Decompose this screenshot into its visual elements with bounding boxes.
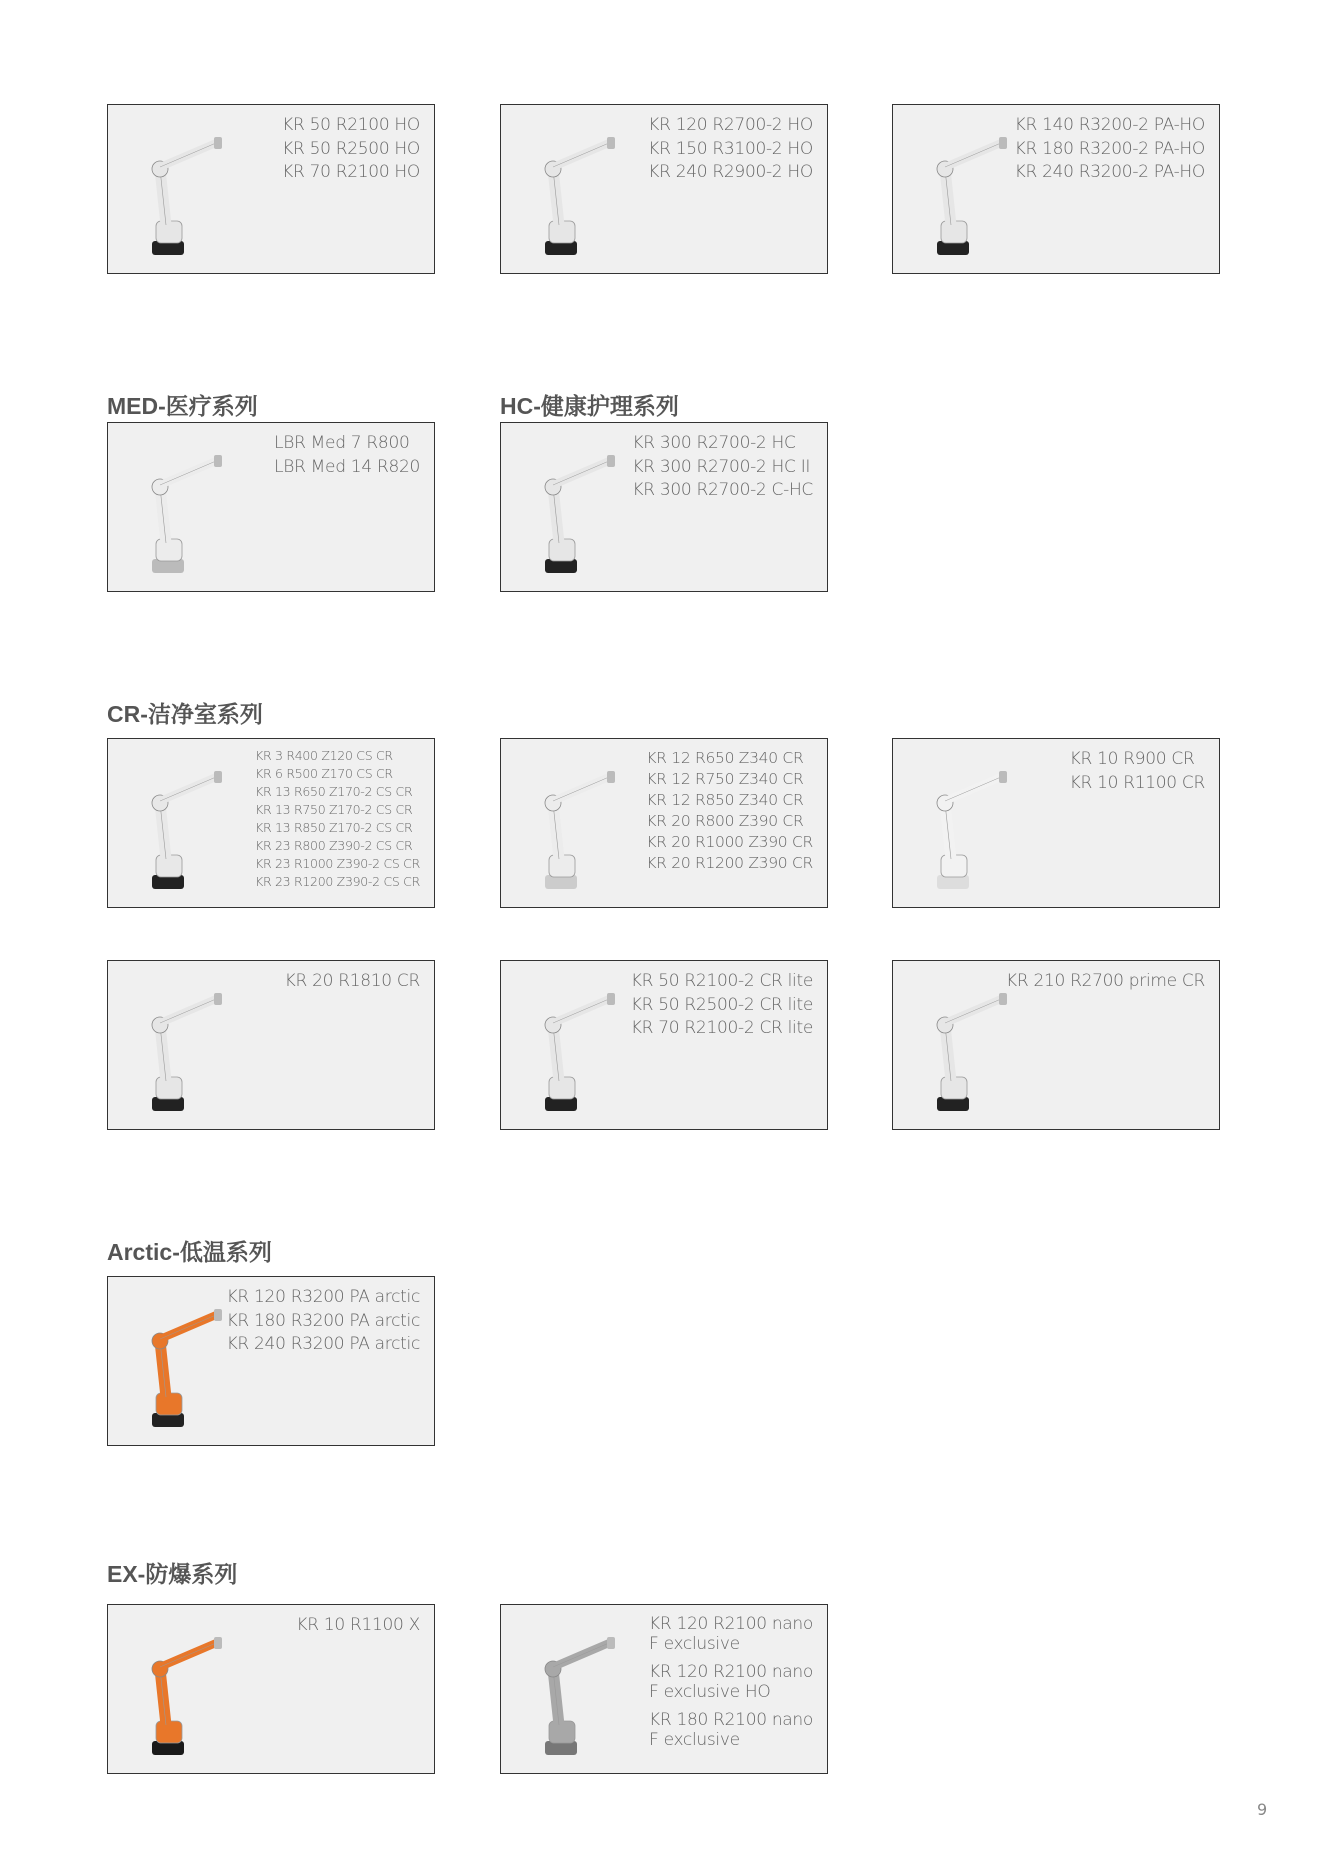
model-name: KR 12 R850 Z340 CR [646, 791, 804, 809]
product-card-kr-nano-f-exclusive [500, 1604, 828, 1774]
product-card-kr10-x [107, 1604, 435, 1774]
product-card-scara-cr [500, 738, 828, 908]
model-name: KR 20 R1000 Z390 CR [646, 833, 813, 851]
model-list [282, 114, 420, 185]
model-name: F exclusive HO [649, 1682, 771, 1702]
model-name: LBR Med 14 R820 [274, 456, 420, 477]
model-list [631, 970, 813, 1041]
product-card-lbr-med [107, 422, 435, 592]
model-name: KR 300 R2700-2 HC [632, 433, 796, 453]
model-name: KR 120 R2700-2 HO [648, 115, 813, 135]
robot-arm-image [130, 1301, 240, 1431]
robot-arm-image [130, 985, 240, 1115]
section-title-arctic: Arctic-低温系列 [107, 1239, 272, 1265]
model-list [227, 1286, 420, 1357]
model-list [255, 747, 420, 891]
product-card-kr50-cr-lite [500, 960, 828, 1130]
model-name: LBR Med 7 R800 [274, 433, 410, 453]
robot-arm-image [523, 129, 633, 259]
model-list [648, 114, 813, 185]
model-name: KR 23 R1000 Z390-2 CS CR [255, 856, 420, 871]
model-name: F exclusive [649, 1634, 740, 1654]
model-name: KR 20 R1200 Z390 CR [646, 854, 813, 872]
model-list [1070, 748, 1205, 795]
robot-arm-image [915, 763, 1025, 893]
model-name: KR 23 R1200 Z390-2 CS CR [255, 874, 420, 889]
product-card-kr300-hc [500, 422, 828, 592]
model-list [1006, 970, 1205, 994]
model-name: KR 70 R2100-2 CR lite [630, 1018, 813, 1038]
robot-arm-image [130, 1629, 240, 1759]
robot-arm-image [915, 985, 1025, 1115]
model-name: KR 300 R2700-2 C-HC [632, 480, 813, 500]
product-card-kr120-ho [500, 104, 828, 274]
model-name: KR 50 R2100-2 CR lite [630, 971, 813, 991]
model-list [274, 432, 420, 479]
section-title-hc: HC-健康护理系列 [500, 393, 679, 419]
model-name: KR 140 R3200-2 PA-HO [1014, 115, 1205, 135]
model-name: KR 210 R2700 prime CR [1005, 971, 1205, 991]
robot-arm-image [130, 129, 240, 259]
model-name: KR 240 R3200-2 PA-HO [1014, 162, 1205, 182]
robot-arm-image [915, 129, 1025, 259]
model-name: KR 180 R3200-2 PA-HO [1014, 138, 1205, 159]
product-card-kr10-cr [892, 738, 1220, 908]
product-card-kr210-prime-cr [892, 960, 1220, 1130]
product-card-kr140-pa-ho [892, 104, 1220, 274]
page-number: 9 [1257, 1800, 1268, 1819]
robot-arm-image [523, 447, 633, 577]
model-name: KR 13 R850 Z170-2 CS CR [255, 820, 413, 835]
model-name: KR 23 R800 Z390-2 CS CR [255, 838, 413, 853]
section-title-cr: CR-洁净室系列 [107, 701, 263, 727]
product-card-kr-arctic [107, 1276, 435, 1446]
model-list [285, 970, 420, 994]
robot-arm-image [130, 447, 240, 577]
model-name: KR 10 R900 CR [1069, 749, 1195, 769]
model-list [1015, 114, 1205, 185]
model-list [296, 1614, 420, 1638]
section-title-ex: EX-防爆系列 [107, 1561, 238, 1587]
model-name: KR 20 R1810 CR [284, 971, 420, 991]
model-list [632, 432, 813, 503]
model-name: KR 150 R3100-2 HO [648, 138, 813, 159]
robot-arm-image [523, 985, 633, 1115]
robot-arm-image [523, 763, 633, 893]
model-name: KR 13 R750 Z170-2 CS CR [255, 802, 413, 817]
product-card-kr50-ho [107, 104, 435, 274]
model-name: KR 50 R2100 HO [282, 115, 420, 135]
model-name: KR 120 R2100 nano [649, 1662, 813, 1682]
model-list [646, 748, 813, 874]
robot-arm-image [130, 763, 240, 893]
product-card-kr20-cr [107, 960, 435, 1130]
model-name: KR 10 R1100 X [296, 1615, 420, 1635]
model-name: KR 70 R2100 HO [282, 162, 420, 182]
model-name: KR 300 R2700-2 HC II [632, 456, 811, 477]
product-card-scara-cs-cr [107, 738, 435, 908]
model-name: KR 12 R750 Z340 CR [646, 770, 804, 788]
model-name: KR 120 R3200 PA arctic [226, 1287, 420, 1307]
model-name: KR 240 R2900-2 HO [648, 162, 813, 182]
model-list [649, 1614, 813, 1750]
model-name: KR 3 R400 Z120 CS CR [255, 748, 393, 763]
section-title-med: MED-医疗系列 [107, 393, 258, 419]
model-name: KR 120 R2100 nano [649, 1614, 813, 1634]
model-name: KR 20 R800 Z390 CR [646, 812, 804, 830]
model-name: KR 50 R2500-2 CR lite [630, 994, 813, 1015]
model-name: KR 240 R3200 PA arctic [226, 1334, 420, 1354]
model-name: F exclusive [649, 1730, 740, 1750]
model-name: KR 50 R2500 HO [282, 138, 420, 159]
model-name: KR 6 R500 Z170 CS CR [255, 766, 393, 781]
model-name: KR 180 R3200 PA arctic [226, 1310, 420, 1331]
model-name: KR 180 R2100 nano [649, 1710, 813, 1730]
robot-arm-image [523, 1629, 633, 1759]
model-name: KR 10 R1100 CR [1069, 772, 1205, 793]
model-name: KR 12 R650 Z340 CR [646, 749, 804, 767]
model-name: KR 13 R650 Z170-2 CS CR [255, 784, 413, 799]
